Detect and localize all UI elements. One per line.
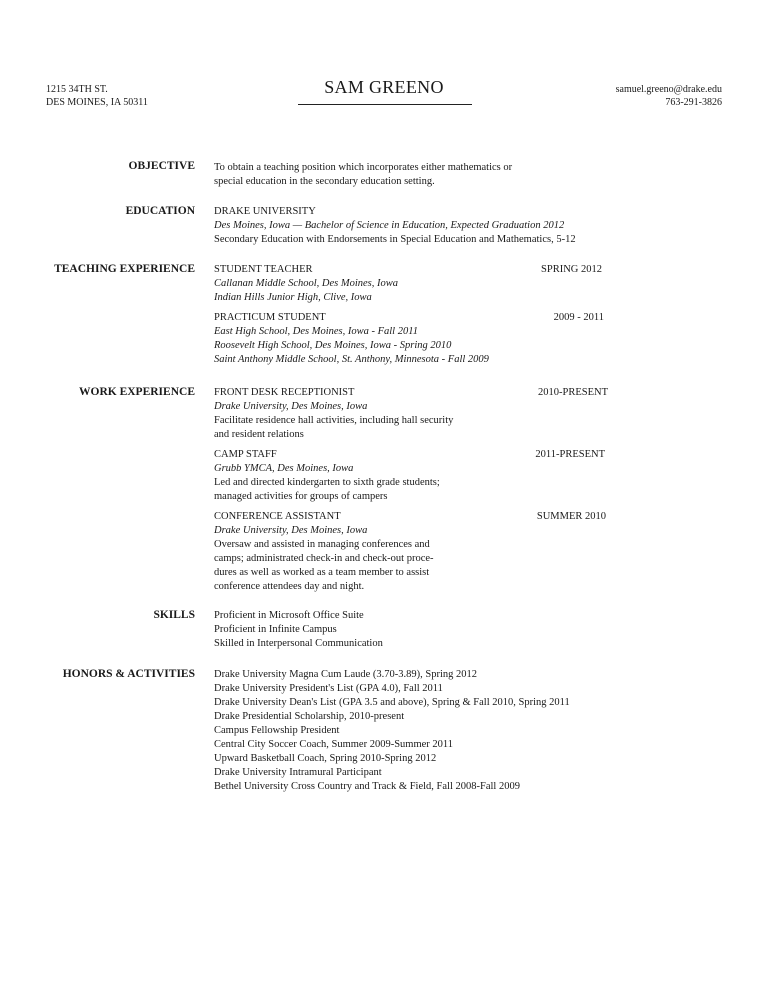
honor-item: Drake University Dean's List (GPA 3.5 and above), Spring & Fall 2010, Spring 2011 — [214, 697, 570, 708]
section-body — [214, 161, 614, 189]
job-place: Drake University, Des Moines, Iowa — [214, 525, 368, 536]
section-body — [214, 205, 614, 247]
name-underline — [298, 104, 472, 105]
job-place: Indian Hills Junior High, Clive, Iowa — [214, 292, 372, 303]
job-place: East High School, Des Moines, Iowa - Fall 2011 — [214, 326, 418, 337]
section-body — [214, 609, 614, 651]
section-body — [214, 668, 614, 794]
honor-item: Drake Presidential Scholarship, 2010-present — [214, 711, 405, 722]
job-header — [214, 510, 614, 524]
honor-item: Bethel University Cross Country and Track & Field, Fall 2008-Fall 2009 — [214, 781, 520, 792]
skill-item: Skilled in Interpersonal Communication — [214, 638, 383, 649]
contact-block — [616, 83, 722, 109]
address-line: 1215 34TH ST. — [46, 84, 108, 95]
objective-line: special education in the secondary education setting. — [214, 176, 435, 187]
honor-item: Central City Soccer Coach, Summer 2009-Summer 2011 — [214, 739, 454, 750]
job-desc: Led and directed kindergarten to sixth grade students; — [214, 477, 440, 488]
honor-item: Drake University President's List (GPA 4.0), Fall 2011 — [214, 683, 443, 694]
job-date: 2009 - 2011 — [553, 312, 604, 323]
job-date: 2011-PRESENT — [535, 449, 605, 460]
skill-item: Proficient in Microsoft Office Suite — [214, 610, 364, 621]
job-place: Grubb YMCA, Des Moines, Iowa — [214, 463, 354, 474]
honor-item: Upward Basketball Coach, Spring 2010-Spring 2012 — [214, 753, 437, 764]
section-title: TEACHING EXPERIENCE — [54, 263, 195, 275]
job-place: Saint Anthony Middle School, St. Anthony, Minnesota - Fall 2009 — [214, 354, 489, 365]
job-role: CAMP STAFF — [214, 449, 277, 460]
job-desc: camps; administrated check-in and check-out proce- — [214, 553, 434, 564]
phone-text: 763-291-3826 — [665, 97, 722, 108]
job-header — [214, 448, 614, 462]
page-title: SAM GREENO — [324, 77, 444, 97]
job-role: CONFERENCE ASSISTANT — [214, 511, 341, 522]
job-role: PRACTICUM STUDENT — [214, 312, 326, 323]
degree-detail: Secondary Education with Endorsements in Special Education and Mathematics, 5-12 — [214, 234, 576, 245]
objective-line: To obtain a teaching position which incorporates either mathematics or — [214, 162, 513, 173]
school-name: DRAKE UNIVERSITY — [214, 206, 316, 217]
job-role: STUDENT TEACHER — [214, 264, 313, 275]
degree-line: Des Moines, Iowa — Bachelor of Science in Education, Expected Graduation 2012 — [214, 220, 565, 231]
job-desc: Facilitate residence hall activities, including hall security — [214, 415, 454, 426]
job-date: SUMMER 2010 — [536, 511, 606, 522]
job-date: 2010-PRESENT — [537, 387, 608, 398]
job-place: Callanan Middle School, Des Moines, Iowa — [214, 278, 399, 289]
job-desc: and resident relations — [214, 429, 304, 440]
honor-item: Campus Fellowship President — [214, 725, 340, 736]
job-desc: managed activities for groups of campers — [214, 491, 388, 502]
job-desc: Oversaw and assisted in managing conferences and — [214, 539, 430, 550]
section-title: WORK EXPERIENCE — [79, 386, 195, 398]
job-header — [214, 311, 614, 325]
section-title: HONORS & ACTIVITIES — [62, 668, 195, 680]
skill-item: Proficient in Infinite Campus — [214, 624, 337, 635]
job-header — [214, 263, 614, 277]
honor-item: Drake University Intramural Participant — [214, 767, 382, 778]
job-place: Roosevelt High School, Des Moines, Iowa - Spring 2010 — [214, 340, 452, 351]
address-block — [46, 83, 148, 109]
job-header — [214, 386, 614, 400]
section-title: SKILLS — [153, 609, 195, 621]
section-title: OBJECTIVE — [128, 160, 195, 172]
section-body — [214, 386, 614, 594]
job-desc: dures as well as worked as a team member to assist — [214, 567, 430, 578]
job-desc: conference attendees day and night. — [214, 581, 365, 592]
job-date: SPRING 2012 — [541, 264, 602, 275]
section-title: EDUCATION — [125, 205, 195, 217]
job-place: Drake University, Des Moines, Iowa — [214, 401, 368, 412]
address-line: DES MOINES, IA 50311 — [46, 97, 148, 108]
honor-item: Drake University Magna Cum Laude (3.70-3.89), Spring 2012 — [214, 669, 478, 680]
email-text: samuel.greeno@drake.edu — [615, 84, 722, 95]
job-role: FRONT DESK RECEPTIONIST — [214, 387, 355, 398]
section-body — [214, 263, 614, 367]
